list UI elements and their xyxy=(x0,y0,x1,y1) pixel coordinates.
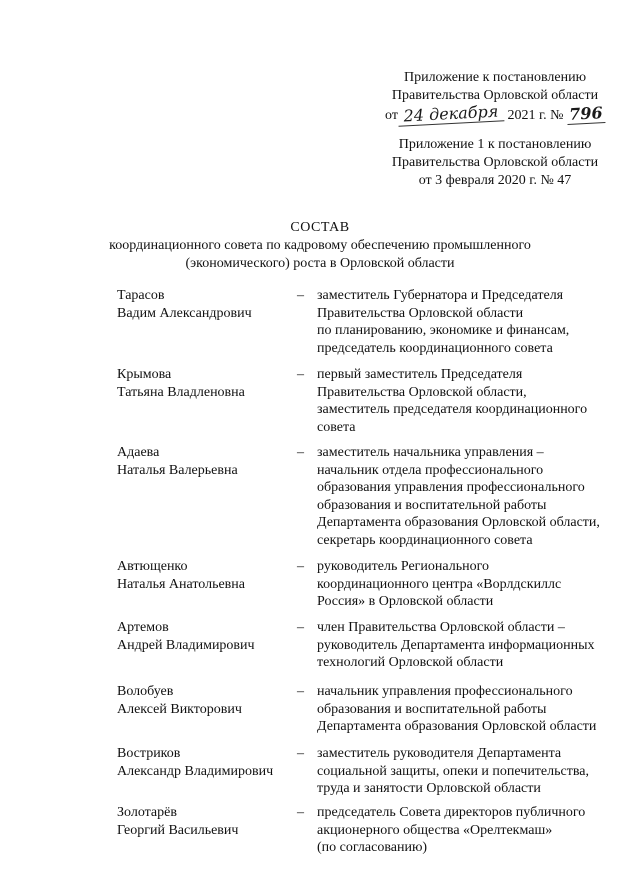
member-role-line: координационного центра «Ворлдскиллс xyxy=(317,576,562,592)
member-surname: Золотарёв xyxy=(117,805,177,820)
member-role xyxy=(317,619,627,672)
member-given-names: Наталья Анатольевна xyxy=(117,576,246,592)
member-name xyxy=(117,366,287,401)
member-entry xyxy=(117,558,627,611)
member-surname: Востриков xyxy=(117,746,181,761)
member-dash: – xyxy=(297,559,304,574)
member-surname: Адаева xyxy=(117,445,160,460)
member-role-line: секретарь координационного совета xyxy=(317,532,533,548)
date-prefix: от xyxy=(385,108,398,123)
member-name xyxy=(117,558,287,593)
member-dash: – xyxy=(297,445,304,460)
member-entry xyxy=(117,745,627,798)
member-role xyxy=(317,287,627,357)
member-entry xyxy=(117,366,627,436)
member-role xyxy=(317,683,627,736)
member-entry xyxy=(117,804,627,857)
member-dash: – xyxy=(297,620,304,635)
member-entry xyxy=(117,619,627,672)
member-given-names: Андрей Владимирович xyxy=(117,637,255,653)
title-line2: (экономического) роста в Орловской области xyxy=(185,256,455,271)
member-role-line: социальной защиты, опеки и попечительства, xyxy=(317,763,589,779)
prev-annex-line2: Правительства Орловской области xyxy=(391,155,599,170)
year-suffix: 2021 г. № xyxy=(507,108,564,123)
prev-annex-line1: Приложение 1 к постановлению xyxy=(398,137,592,152)
member-role-line: Департамента образования Орловской области, xyxy=(317,515,600,530)
member-surname: Артемов xyxy=(117,620,169,635)
member-role xyxy=(317,444,627,549)
handwritten-number: 796 xyxy=(567,104,606,125)
member-given-names: Наталья Валерьевна xyxy=(117,462,238,478)
annex-header xyxy=(360,69,630,125)
member-role xyxy=(317,804,627,857)
member-role-line: начальник отдела профессионального xyxy=(317,462,544,478)
member-role-line: заместитель начальника управления – xyxy=(317,445,544,460)
member-role-line: образования управления профессионального xyxy=(317,480,585,495)
member-name xyxy=(117,683,287,718)
title-line1: координационного совета по кадровому обеспечению промышленного xyxy=(109,238,531,253)
member-name xyxy=(117,804,287,839)
member-dash: – xyxy=(297,288,304,303)
member-role-line: акционерного общества «Орелтекмаш» xyxy=(317,822,553,838)
member-surname: Автющенко xyxy=(117,559,188,574)
member-role-line: член Правительства Орловской области – xyxy=(317,620,565,635)
handwritten-date: 24 декабря xyxy=(398,102,505,127)
title-heading: СОСТАВ xyxy=(290,220,350,235)
member-role-line: (по согласованию) xyxy=(317,840,428,855)
member-name xyxy=(117,745,287,780)
member-role-line: труда и занятости Орловской области xyxy=(317,781,541,796)
member-dash: – xyxy=(297,746,304,761)
member-dash: – xyxy=(297,805,304,820)
member-name xyxy=(117,619,287,654)
member-dash: – xyxy=(297,367,304,382)
member-given-names: Георгий Васильевич xyxy=(117,822,239,838)
annex-header-line1: Приложение к постановлению xyxy=(403,70,587,85)
member-name xyxy=(117,444,287,479)
member-role xyxy=(317,558,627,611)
member-role-line: Правительства Орловской области xyxy=(317,305,524,321)
member-entry xyxy=(117,287,627,357)
member-role-line: совета xyxy=(317,419,356,435)
member-surname: Тарасов xyxy=(117,288,165,303)
member-role-line: технологий Орловской области xyxy=(317,655,504,670)
member-entry xyxy=(117,683,627,736)
member-role-line: председатель Совета директоров публичного xyxy=(317,805,586,820)
annex-header-line2: Правительства Орловской области xyxy=(391,88,599,103)
member-role-line: Россия» в Орловской области xyxy=(317,594,494,609)
previous-annex-reference xyxy=(380,136,610,190)
member-role xyxy=(317,366,627,436)
member-role-line: образования и воспитательной работы xyxy=(317,497,547,513)
member-name xyxy=(117,287,287,322)
member-surname: Волобуев xyxy=(117,684,174,699)
member-role-line: заместитель председателя координационного xyxy=(317,402,588,417)
member-role-line: образования и воспитательной работы xyxy=(317,701,547,717)
member-role-line: заместитель Губернатора и Председателя xyxy=(317,288,564,303)
member-given-names: Александр Владимирович xyxy=(117,763,274,779)
member-role-line: первый заместитель Председателя xyxy=(317,367,523,382)
member-role-line: руководитель Департамента информационных xyxy=(317,637,595,653)
member-role-line: начальник управления профессионального xyxy=(317,684,573,699)
member-dash: – xyxy=(297,684,304,699)
prev-annex-line3: от 3 февраля 2020 г. № 47 xyxy=(418,173,572,188)
member-given-names: Вадим Александрович xyxy=(117,305,252,321)
document-title xyxy=(80,219,560,273)
member-role-line: Департамента образования Орловской области xyxy=(317,719,597,734)
member-given-names: Татьяна Владленовна xyxy=(117,384,245,400)
member-entry xyxy=(117,444,627,549)
member-role-line: по планированию, экономике и финансам, xyxy=(317,323,570,338)
member-role-line: Правительства Орловской области, xyxy=(317,384,527,400)
annex-date-line xyxy=(360,101,630,126)
member-surname: Крымова xyxy=(117,367,172,382)
member-role xyxy=(317,745,627,798)
member-role-line: руководитель Регионального xyxy=(317,559,489,574)
member-role-line: председатель координационного совета xyxy=(317,340,553,356)
member-role-line: заместитель руководителя Департамента xyxy=(317,746,562,761)
member-given-names: Алексей Викторович xyxy=(117,701,242,717)
